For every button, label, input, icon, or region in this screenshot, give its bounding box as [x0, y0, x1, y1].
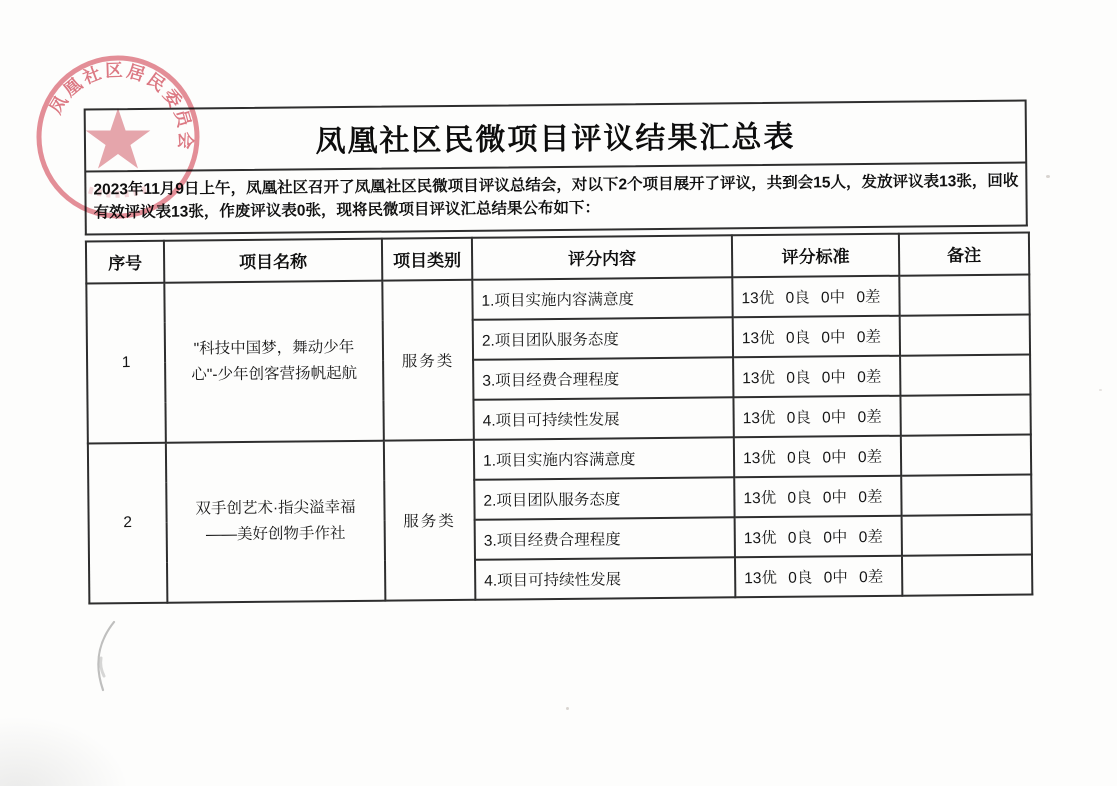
- cell-score-item: 2.项目团队服务态度: [474, 477, 734, 519]
- document-body: [84, 99, 1032, 604]
- title-box: [84, 99, 1028, 172]
- scan-speck: [566, 707, 569, 710]
- cell-remark: [900, 314, 1030, 355]
- pen-mark-artifact: [88, 616, 122, 698]
- cell-score-item: 4.项目可持续性发展: [475, 557, 735, 599]
- cell-score-item: 1.项目实施内容满意度: [474, 437, 734, 479]
- cell-remark: [902, 514, 1032, 555]
- cell-category: 服务类: [382, 279, 474, 440]
- cell-remark: [900, 394, 1030, 435]
- cell-remark: [901, 474, 1031, 515]
- cell-score-result: 13优 0良 0中 0差: [733, 395, 900, 437]
- cell-remark: [901, 434, 1031, 475]
- cell-score-item: 3.项目经费合理程度: [475, 517, 735, 559]
- cell-project-name: 双手创艺术·指尖溢幸福——美好创物手作社: [166, 440, 386, 602]
- cell-score-result: 13优 0良 0中 0差: [735, 515, 902, 557]
- cell-score-result: 13优 0良 0中 0差: [733, 355, 900, 397]
- col-header-category: 项目类别: [382, 237, 472, 280]
- cell-index: 2: [88, 442, 168, 603]
- cell-remark: [899, 274, 1029, 315]
- seal-arc-text: 凤凰社区居民委员会: [45, 60, 197, 153]
- cell-score-result: 13优 0良 0中 0差: [734, 435, 901, 477]
- cell-remark: [900, 354, 1030, 395]
- cell-score-item: 2.项目团队服务态度: [473, 317, 733, 359]
- cell-project-name: "科技中国梦，舞动少年心"-少年创客营扬帆起航: [164, 280, 384, 442]
- scan-speck: [1046, 175, 1050, 178]
- cell-score-item: 3.项目经费合理程度: [473, 357, 733, 399]
- intro-paragraph: 2023年11月9日上午，凤凰社区召开了凤凰社区民微项目评议总结会，对以下2个项目展开了评议，共到会15人，发放评议表13张，回收有效评议表13张，作废评议表0张，现将民微项目评议汇总结果公布如下：: [93, 172, 1019, 222]
- scan-corner-shade: [0, 716, 130, 786]
- col-header-index: 序号: [86, 240, 164, 283]
- cell-category: 服务类: [384, 439, 476, 600]
- document-title: 凤凰社区民微项目评议结果汇总表: [315, 120, 796, 159]
- cell-index: 1: [86, 282, 166, 443]
- cell-score-result: 13优 0良 0中 0差: [734, 475, 901, 517]
- evaluation-summary-table: [85, 231, 1033, 604]
- col-header-project-name: 项目名称: [164, 238, 382, 282]
- cell-score-result: 13优 0良 0中 0差: [733, 315, 900, 357]
- col-header-scoring-content: 评分内容: [472, 235, 732, 279]
- intro-box: [84, 163, 1028, 235]
- cell-score-result: 13优 0良 0中 0差: [735, 555, 902, 597]
- col-header-remarks: 备注: [899, 232, 1029, 275]
- cell-score-item: 1.项目实施内容满意度: [472, 277, 732, 319]
- col-header-scoring-standard: 评分标准: [732, 233, 899, 277]
- cell-score-result: 13优 0良 0中 0差: [732, 275, 899, 317]
- cell-score-item: 4.项目可持续性发展: [473, 397, 733, 439]
- cell-remark: [902, 554, 1032, 595]
- scan-speck: [1099, 389, 1102, 391]
